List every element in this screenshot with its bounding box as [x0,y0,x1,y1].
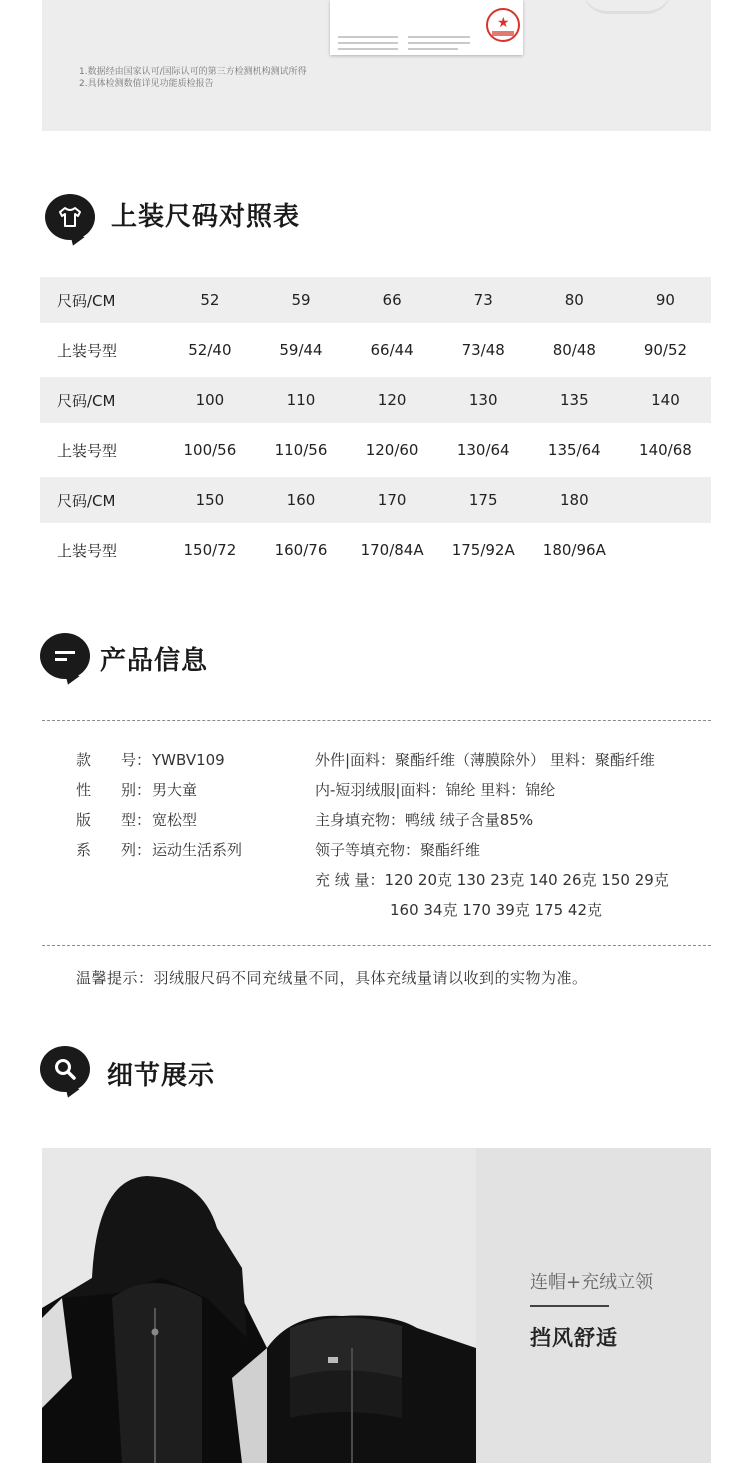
size-row-label: 上装号型 [57,441,118,460]
attr-style-number: 款 号：YWBV109 [76,751,225,769]
official-seal-icon: ★ [486,8,520,42]
size-cell: 73 [473,291,493,309]
material-details [315,745,669,925]
size-cell: 110 [286,391,316,409]
size-cell: 160/76 [274,541,328,559]
detail-title: 细节展示 [107,1061,216,1091]
detail-subtitle: 连帽+充绒立领 [530,1272,654,1293]
size-cell: 59 [291,291,311,309]
size-cell: 175/92A [451,541,515,559]
material-filling: 主身填充物：鸭绒 绒子含量85% [315,811,534,829]
material-outer: 外件|面料：聚酯纤维（薄膜除外） 里料：聚酯纤维 [315,751,655,769]
size-cell: 140 [651,391,680,409]
size-cell: 135 [560,391,589,409]
test-report-document [330,0,523,55]
size-table-row [40,477,711,523]
size-cell: 180 [560,491,589,509]
size-cell: 73/48 [461,341,505,359]
size-row-label: 尺码/CM [57,291,116,310]
size-cell: 52/40 [188,341,232,359]
size-row-label: 上装号型 [57,541,118,560]
size-cell: 160 [286,491,316,509]
size-cell: 130 [468,391,498,409]
material-inner: 内-短羽绒服|面料：锦纶 里料：锦纶 [315,781,556,799]
product-info-title: 产品信息 [100,646,209,676]
size-cell: 130/64 [456,441,510,459]
size-row-label: 尺码/CM [57,491,116,510]
size-cell: 150 [195,491,225,509]
size-cell: 80 [564,291,584,309]
size-cell: 80/48 [552,341,596,359]
size-table-row [40,277,711,323]
size-cell: 90/52 [643,341,688,359]
size-cell: 170 [377,491,407,509]
size-cell: 150/72 [183,541,237,559]
report-note-1: 1.数据经由国家认可/国际认可的第三方检测机构测试所得 [79,67,307,77]
size-cell: 175 [468,491,498,509]
chat-bubble-icon [40,633,90,679]
size-cell: 170/84A [360,541,424,559]
size-table-row [40,525,711,575]
size-cell: 120 [377,391,407,409]
size-cell: 180/96A [542,541,606,559]
size-cell: 140/68 [639,441,692,459]
fill-weight-line-2: 160 34克 170 39克 175 42克 [390,901,602,919]
size-cell: 100 [195,391,225,409]
size-table-row [40,325,711,375]
size-row-label: 上装号型 [57,341,118,360]
size-chart-title: 上装尺码对照表 [111,202,301,232]
attr-series: 系 列：运动生活系列 [76,841,243,859]
size-table [40,275,711,575]
size-cell: 100/56 [183,441,237,459]
size-cell: 59/44 [279,341,323,359]
size-cell: 135/64 [547,441,601,459]
tshirt-icon [45,194,95,240]
attr-gender: 性 别：男大童 [76,781,198,799]
attr-fit: 版 型：宽松型 [76,811,198,829]
divider-bottom [42,945,711,946]
size-cell: 90 [655,291,675,309]
fill-weight-line-1: 充 绒 量：120 20克 130 23克 140 26克 150 29克 [315,871,669,889]
size-cell: 52 [200,291,220,309]
size-cell: 66 [382,291,402,309]
size-table-row [40,425,711,475]
jacket-illustration [42,1148,476,1463]
material-collar: 领子等填充物：聚酯纤维 [315,841,481,859]
divider-top [42,720,711,721]
report-note-2: 2.具体检测数值详见功能质检报告 [79,79,214,89]
size-cell: 120/60 [365,441,419,459]
size-row-label: 尺码/CM [57,391,116,410]
detail-headline: 挡风舒适 [530,1326,618,1350]
size-cell: 66/44 [370,341,414,359]
fill-weight-tip: 温馨提示：羽绒服尺码不同充绒量不同，具体充绒量请以收到的实物为准。 [76,969,588,987]
size-cell: 110/56 [274,441,328,459]
detail-underline [530,1305,609,1307]
size-table-row [40,377,711,423]
product-attributes [76,745,242,865]
magnifier-icon [40,1046,90,1092]
